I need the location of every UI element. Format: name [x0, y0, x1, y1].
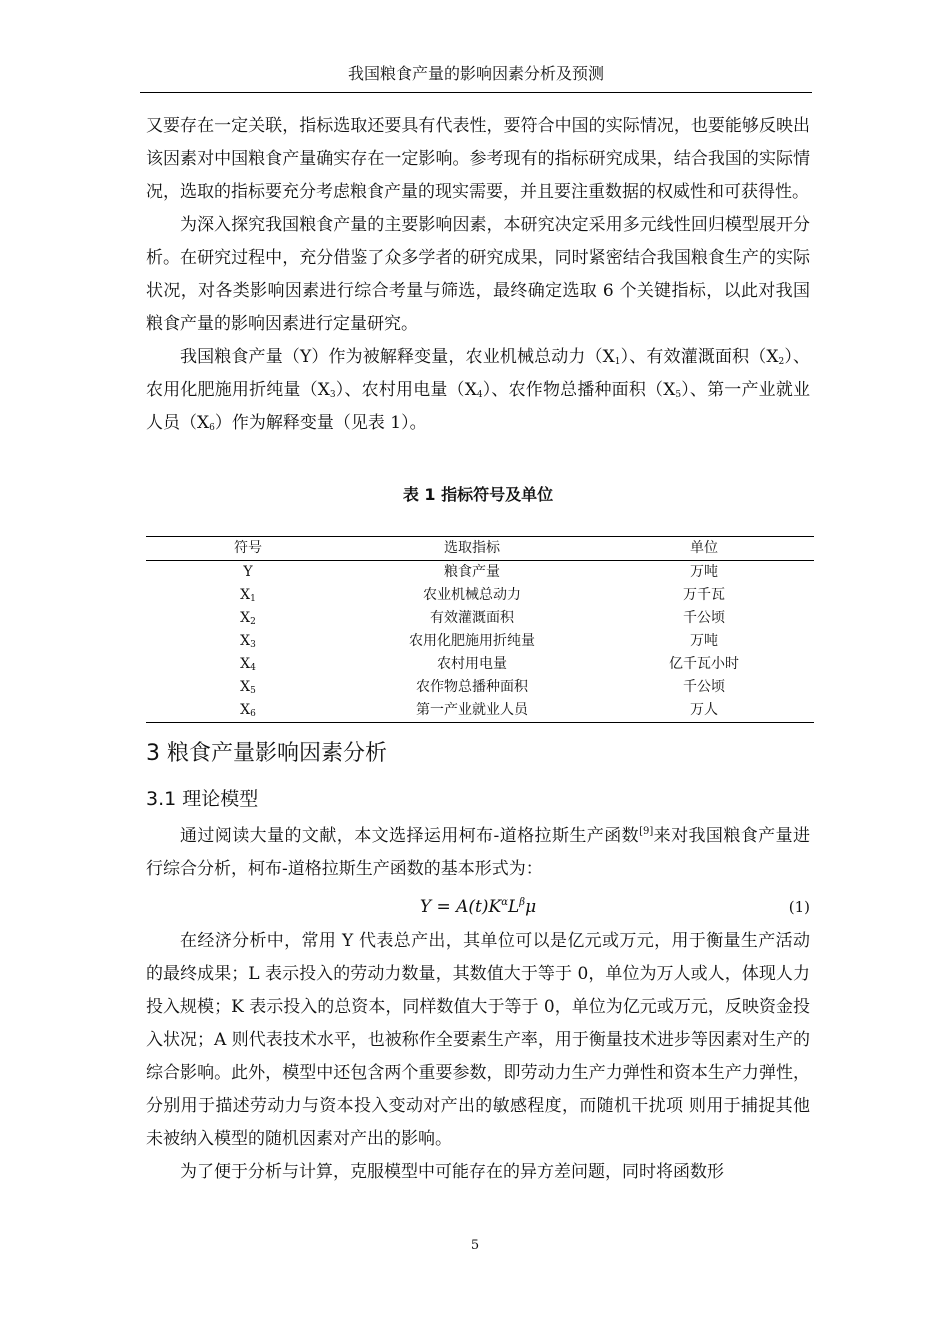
table-row [146, 630, 814, 653]
cell-symbol: $X_6$ [240, 702, 256, 719]
paragraph-criteria: 又要存在一定关联，指标选取还要具有代表性，要符合中国的实际情况，也要能够反映出该因素对中国粮食产量确实存在一定影响。参考现有的指标研究成果，结合我国的实际情况，选取的指标要充分考虑粮食产量的现实需要，并且要注重数据的权威性和可获得性。 [146, 116, 810, 202]
table-row [146, 653, 814, 676]
body-top [146, 110, 810, 440]
paragraph-log-transform: 为了便于分析与计算，克服模型中可能存在的异方差问题，同时将函数形 [180, 1162, 724, 1182]
table-row [146, 676, 814, 699]
cell-indicator: 农用化肥施用折纯量 [409, 633, 535, 649]
cell-symbol: Y [243, 564, 253, 580]
header-unit: 单位 [690, 540, 718, 556]
cell-unit: 千公顷 [683, 610, 725, 626]
table-caption: 表 1 指标符号及单位 [402, 485, 554, 504]
cell-indicator: 粮食产量 [444, 564, 500, 580]
cell-symbol: $X_1$ [240, 587, 256, 604]
cell-unit: 万吨 [690, 564, 718, 580]
body-bottom [146, 925, 810, 1189]
table-row [146, 607, 814, 630]
equation-formula: $Y = A(t)K^\alpha L^\beta\mu$ [419, 897, 537, 917]
indicator-table [146, 536, 814, 723]
body-model [146, 820, 810, 886]
header-rule [140, 92, 812, 93]
table-row [146, 561, 814, 584]
cell-indicator: 第一产业就业人员 [416, 702, 528, 718]
table-row [146, 584, 814, 607]
paragraph-method: 为深入探究我国粮食产量的主要影响因素，本研究决定采用多元线性回归模型展开分析。在研究过程中，充分借鉴了众多学者的研究成果，同时紧密结合我国粮食生产的实际状况，对各类影响因素进行综合考量与筛选，最终确定选取 6 个关键指标，以此对我国粮食产量的影响因素进行定量研究。 [146, 215, 810, 334]
cell-symbol: $X_5$ [240, 679, 256, 696]
table-row [146, 699, 814, 722]
running-header: 我国粮食产量的影响因素分析及预测 [347, 64, 604, 83]
table-header-row [146, 537, 814, 561]
page-number: 5 [470, 1238, 480, 1253]
equation-1 [146, 893, 810, 921]
header-symbol: 符号 [234, 540, 262, 556]
cell-indicator: 农作物总播种面积 [416, 679, 528, 695]
cell-unit: 万吨 [690, 633, 718, 649]
cell-indicator: 农村用电量 [437, 656, 507, 672]
header-indicator: 选取指标 [444, 540, 500, 556]
citation-ref: [9] [639, 826, 654, 837]
cell-unit: 千公顷 [683, 679, 725, 695]
cell-symbol: $X_4$ [240, 656, 256, 673]
equation-number: (1) [788, 898, 810, 916]
cell-symbol: $X_2$ [240, 610, 256, 627]
paragraph-cobb-douglas: 通过阅读大量的文献，本文选择运用柯布-道格拉斯生产函数[9]来对我国粮食产量进行综合分析，柯布-道格拉斯生产函数的基本形式为： [146, 826, 811, 879]
paragraph-explanation: 在经济分析中，常用 Y 代表总产出，其单位可以是亿元或万元，用于衡量生产活动的最终成果；L 表示投入的劳动力数量，其数值大于等于 0，单位为万人或人，体现人力投入规模；K 表示投入的总资本，同样数值大于等于 0，单位为亿元或万元，反映资金投入状况；A 则代表技术水平，也被称作全要素生产率，用于衡量技术进步等因素对生产的综合影响。此外，模型中还包含两个重要参数，即劳动力生产力弹性和资本生产力弹性，分别用于描述劳动力与资本投入变动对产出的敏感程度，而随机干扰项 则用于捕捉其他未被纳入模型的随机因素对产出的影响。 [146, 931, 810, 1149]
cell-unit: 万千瓦 [683, 587, 725, 603]
subsection-heading: 3.1 理论模型 [146, 788, 259, 810]
cell-unit: 万人 [690, 702, 718, 718]
cell-indicator: 有效灌溉面积 [430, 610, 514, 626]
cell-indicator: 农业机械总动力 [423, 587, 521, 603]
cell-symbol: $X_3$ [240, 633, 256, 650]
paragraph-variables: 我国粮食产量（Y）作为被解释变量，农业机械总动力$(X_1)$、有效灌溉面积$(X_2)$、农用化肥施用折纯量$(X_3)$、农村用电量$(X_4)$、农作物总播种面积$(X_5)$、第一产业就业人员$(X_6)$作为解释变量（见表 1）。 [146, 347, 811, 433]
section-heading: 3 粮食产量影响因素分析 [146, 741, 387, 766]
cell-unit: 亿千瓦小时 [669, 656, 739, 672]
